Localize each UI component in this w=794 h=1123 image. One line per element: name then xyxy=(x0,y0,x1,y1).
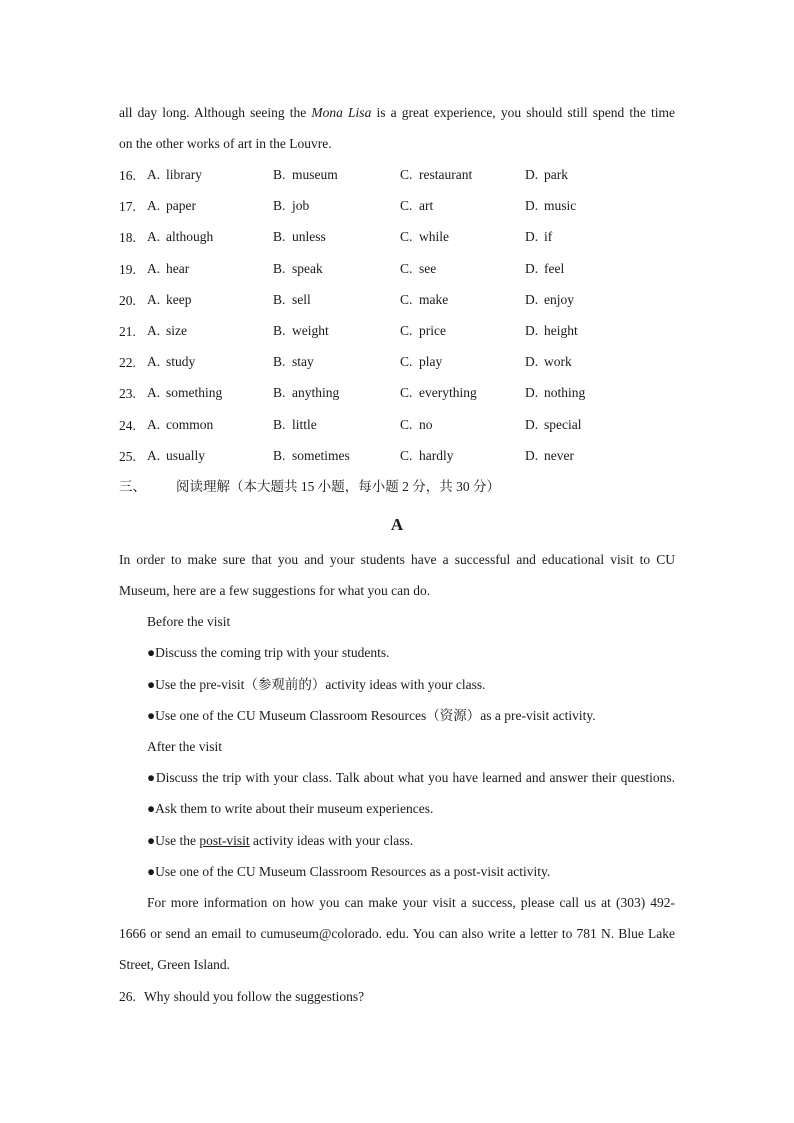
option-letter: A. xyxy=(147,385,161,400)
option-a xyxy=(147,447,205,465)
option-word: study xyxy=(166,354,196,369)
option-b xyxy=(273,228,326,246)
option-word: feel xyxy=(544,261,565,276)
question-number: 23. xyxy=(119,386,136,401)
option-letter: B. xyxy=(273,198,286,213)
option-a xyxy=(147,322,187,340)
question-text: Why should you follow the suggestions? xyxy=(144,989,365,1004)
option-d xyxy=(525,322,578,340)
option-word: music xyxy=(544,198,577,213)
option-word: anything xyxy=(292,385,340,400)
option-word: special xyxy=(544,417,582,432)
option-b xyxy=(273,197,309,215)
after-item xyxy=(147,832,675,850)
option-letter: D. xyxy=(525,385,539,400)
option-word: little xyxy=(292,417,317,432)
option-letter: B. xyxy=(273,323,286,338)
question-number: 26. xyxy=(119,989,136,1004)
option-letter: C. xyxy=(400,229,413,244)
option-letter: B. xyxy=(273,292,286,307)
option-c xyxy=(400,447,454,465)
option-a xyxy=(147,166,202,184)
before-item: ●Use one of the CU Museum Classroom Resources（资源）as a pre-visit activity. xyxy=(147,708,596,723)
option-letter: B. xyxy=(273,354,286,369)
option-word: sell xyxy=(292,292,311,307)
after-item-text: ●Use the xyxy=(147,833,200,848)
option-letter: B. xyxy=(273,167,286,182)
option-letter: A. xyxy=(147,448,161,463)
option-letter: D. xyxy=(525,292,539,307)
passage-text: all day long. Although seeing the xyxy=(119,105,312,120)
option-c xyxy=(400,291,448,309)
option-word: unless xyxy=(292,229,326,244)
option-letter: D. xyxy=(525,198,539,213)
option-b xyxy=(273,291,311,309)
question-number: 22. xyxy=(119,355,136,370)
option-letter: B. xyxy=(273,417,286,432)
option-word: size xyxy=(166,323,187,338)
option-letter: A. xyxy=(147,292,161,307)
option-word: hardly xyxy=(419,448,454,463)
passage-label: A xyxy=(390,515,404,534)
option-letter: A. xyxy=(147,167,161,182)
option-b xyxy=(273,384,339,402)
option-word: everything xyxy=(419,385,477,400)
question-number: 17. xyxy=(119,199,136,214)
section-number: 三、 xyxy=(119,479,146,494)
option-letter: A. xyxy=(147,323,161,338)
option-d xyxy=(525,228,552,246)
option-b xyxy=(273,322,329,340)
option-letter: A. xyxy=(147,354,161,369)
option-a xyxy=(147,260,189,278)
contact-line-1: For more information on how you can make your visit a success, please call us at (303) 492- xyxy=(147,895,675,910)
option-word: something xyxy=(166,385,223,400)
after-visit-heading: After the visit xyxy=(147,739,222,754)
option-word: price xyxy=(419,323,446,338)
after-item: ●Discuss the trip with your class. Talk about what you have learned and answer their questions. xyxy=(147,770,675,785)
section-heading xyxy=(119,478,500,496)
question-number: 24. xyxy=(119,418,136,433)
option-letter: C. xyxy=(400,385,413,400)
option-word: job xyxy=(292,198,310,213)
option-word: although xyxy=(166,229,214,244)
question-number: 18. xyxy=(119,230,136,245)
option-a xyxy=(147,384,222,402)
option-word: restaurant xyxy=(419,167,473,182)
after-item-text: activity ideas with your class. xyxy=(249,833,414,848)
contact-line-3: Street, Green Island. xyxy=(119,957,230,972)
option-b xyxy=(273,353,314,371)
option-letter: C. xyxy=(400,167,413,182)
before-item: ●Discuss the coming trip with your students. xyxy=(147,645,390,660)
question-number: 16. xyxy=(119,168,136,183)
option-word: weight xyxy=(292,323,329,338)
option-c xyxy=(400,260,436,278)
option-word: art xyxy=(419,198,434,213)
option-c xyxy=(400,384,477,402)
passage-end-line-2: on the other works of art in the Louvre. xyxy=(119,136,332,151)
after-item: ●Use one of the CU Museum Classroom Resources as a post-visit activity. xyxy=(147,864,551,879)
option-letter: D. xyxy=(525,261,539,276)
option-word: play xyxy=(419,354,443,369)
question-number: 19. xyxy=(119,262,136,277)
option-c xyxy=(400,322,446,340)
option-letter: D. xyxy=(525,323,539,338)
option-word: work xyxy=(544,354,572,369)
option-word: library xyxy=(166,167,202,182)
option-a xyxy=(147,228,213,246)
option-word: if xyxy=(544,229,553,244)
after-item: ●Ask them to write about their museum experiences. xyxy=(147,801,434,816)
option-letter: C. xyxy=(400,354,413,369)
option-letter: D. xyxy=(525,167,539,182)
option-b xyxy=(273,447,350,465)
option-b xyxy=(273,260,323,278)
option-letter: A. xyxy=(147,261,161,276)
artwork-title: Mona Lisa xyxy=(311,105,372,120)
option-d xyxy=(525,260,564,278)
option-word: while xyxy=(419,229,449,244)
intro-line-2: Museum, here are a few suggestions for what you can do. xyxy=(119,583,431,598)
option-letter: C. xyxy=(400,198,413,213)
option-word: no xyxy=(419,417,433,432)
option-c xyxy=(400,166,472,184)
option-word: enjoy xyxy=(544,292,574,307)
option-word: stay xyxy=(292,354,314,369)
option-c xyxy=(400,228,449,246)
option-word: make xyxy=(419,292,449,307)
option-a xyxy=(147,291,191,309)
option-letter: B. xyxy=(273,385,286,400)
option-word: common xyxy=(166,417,214,432)
option-letter: D. xyxy=(525,417,539,432)
option-letter: B. xyxy=(273,448,286,463)
question-number: 21. xyxy=(119,324,136,339)
contact-line-2: 1666 or send an email to cumuseum@colorado. edu. You can also write a letter to 781 N. Blue Lake xyxy=(119,926,675,941)
option-c xyxy=(400,197,433,215)
option-word: nothing xyxy=(544,385,586,400)
option-word: park xyxy=(544,167,568,182)
option-letter: A. xyxy=(147,229,161,244)
section-title: 阅读理解（本大题共 15 小题，每小题 2 分，共 30 分） xyxy=(176,479,500,494)
option-c xyxy=(400,353,442,371)
before-item: ●Use the pre-visit（参观前的）activity ideas with your class. xyxy=(147,677,486,692)
passage-text: is a great experience, you should still spend the time xyxy=(371,105,675,120)
option-letter: B. xyxy=(273,261,286,276)
intro-line-1: In order to make sure that you and your students have a successful and educational visit to CU xyxy=(119,552,675,567)
option-word: museum xyxy=(292,167,338,182)
option-d xyxy=(525,384,585,402)
underlined-term: post-visit xyxy=(199,833,250,848)
option-word: sometimes xyxy=(292,448,350,463)
option-letter: C. xyxy=(400,261,413,276)
option-word: see xyxy=(419,261,437,276)
option-word: paper xyxy=(166,198,196,213)
option-d xyxy=(525,447,574,465)
option-word: speak xyxy=(292,261,323,276)
option-word: hear xyxy=(166,261,190,276)
option-c xyxy=(400,416,433,434)
option-d xyxy=(525,166,568,184)
option-letter: D. xyxy=(525,354,539,369)
option-letter: C. xyxy=(400,417,413,432)
option-word: never xyxy=(544,448,574,463)
option-d xyxy=(525,291,574,309)
option-letter: B. xyxy=(273,229,286,244)
option-letter: D. xyxy=(525,448,539,463)
option-word: usually xyxy=(166,448,205,463)
passage-end-line-1 xyxy=(119,104,675,122)
option-letter: C. xyxy=(400,292,413,307)
option-d xyxy=(525,353,572,371)
option-a xyxy=(147,353,195,371)
option-letter: A. xyxy=(147,198,161,213)
question-26 xyxy=(119,988,675,1006)
option-b xyxy=(273,166,338,184)
option-word: keep xyxy=(166,292,192,307)
option-letter: C. xyxy=(400,323,413,338)
option-word: height xyxy=(544,323,578,338)
question-number: 25. xyxy=(119,449,136,464)
question-number: 20. xyxy=(119,293,136,308)
before-visit-heading: Before the visit xyxy=(147,614,231,629)
option-letter: D. xyxy=(525,229,539,244)
option-letter: A. xyxy=(147,417,161,432)
option-a xyxy=(147,416,213,434)
option-letter: C. xyxy=(400,448,413,463)
option-d xyxy=(525,197,576,215)
option-d xyxy=(525,416,581,434)
option-b xyxy=(273,416,317,434)
option-a xyxy=(147,197,196,215)
